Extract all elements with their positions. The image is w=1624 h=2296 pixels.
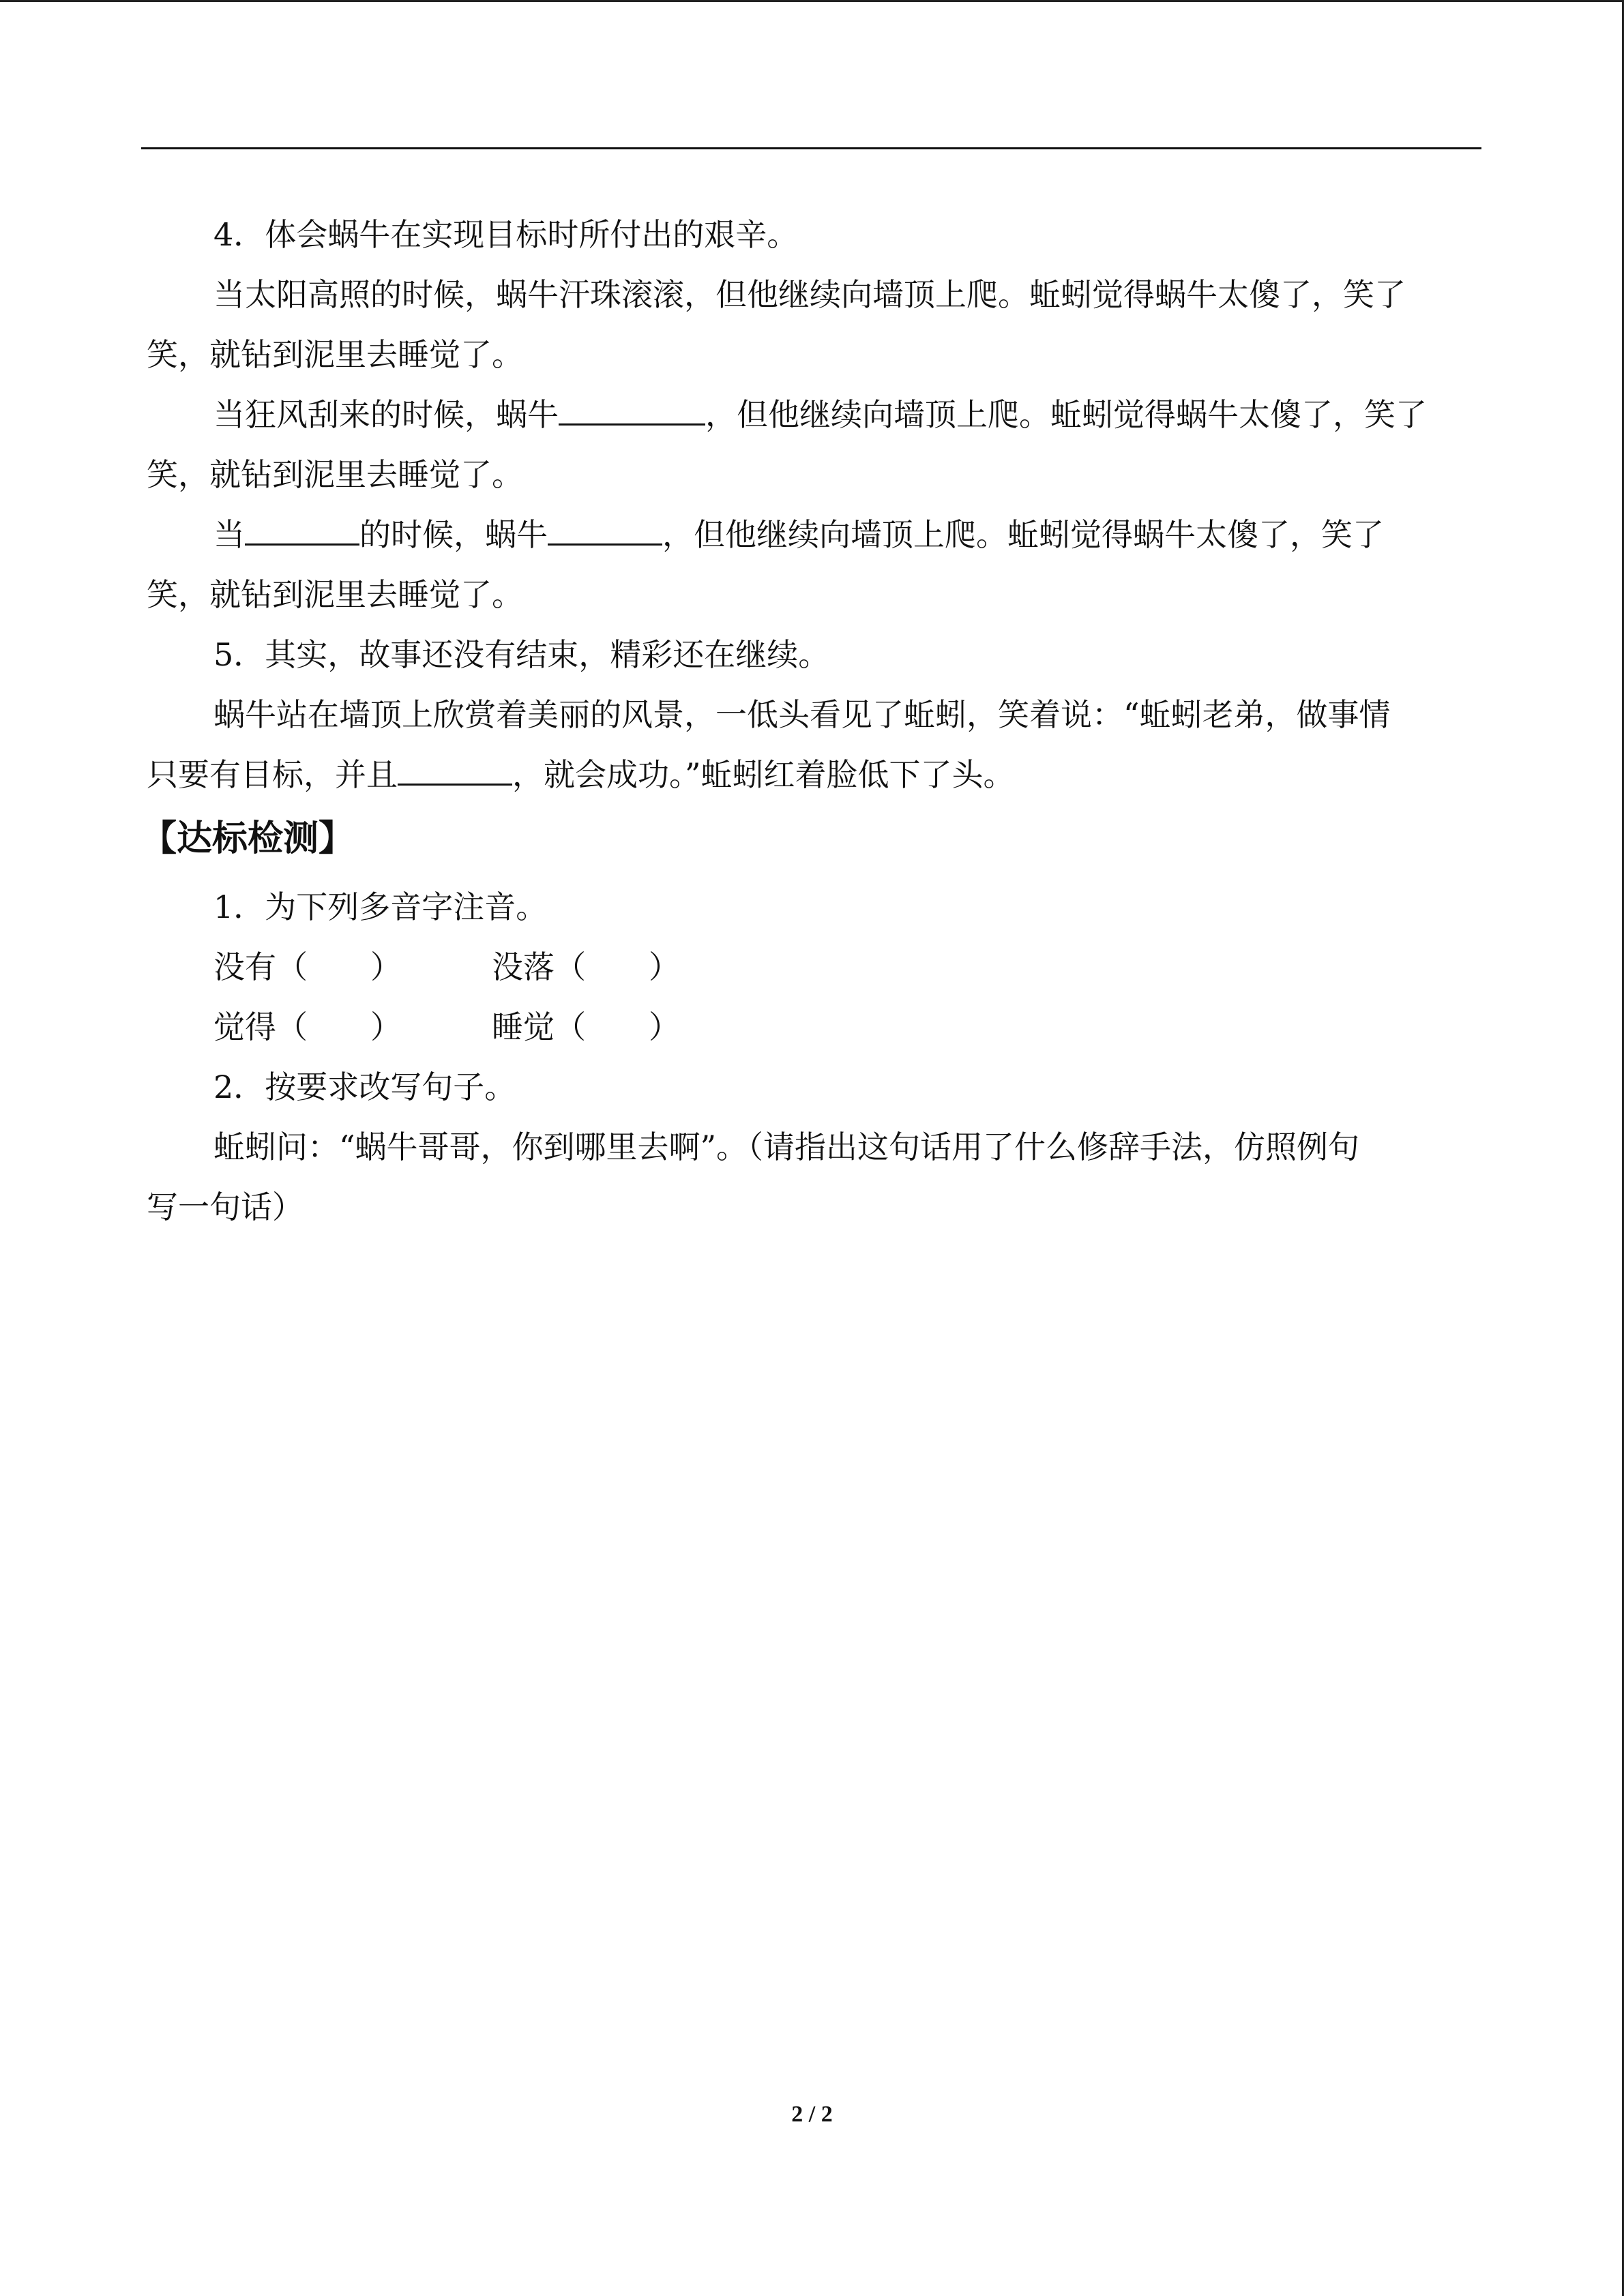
section4-p2-text-a: 当狂风刮来的时候，蜗牛	[213, 396, 559, 433]
pinyin-row-2	[147, 997, 1477, 1057]
section4-p2-text-b: ，但他继续向墙顶上爬。蚯蚓觉得蜗牛太傻了，笑了	[705, 396, 1427, 433]
section5-p1-line2	[147, 745, 1477, 805]
pinyin-item-meiyou[interactable]: 没有（ ）	[213, 949, 402, 985]
section4-p3-text-a: 当	[213, 516, 245, 553]
section4-p1-line1: 当太阳高照的时候，蜗牛汗珠滚滚，但他继续向墙顶上爬。蚯蚓觉得蜗牛太傻了，笑了	[213, 276, 1406, 313]
section4-p1-line2: 笑，就钻到泥里去睡觉了。	[147, 336, 523, 373]
pinyin-item-shuijiao[interactable]: 睡觉（ ）	[492, 1009, 680, 1045]
worksheet-content	[141, 205, 1477, 1237]
section4-p2-line2: 笑，就钻到泥里去睡觉了。	[147, 456, 523, 493]
question-2-line2: 写一句话）	[147, 1189, 304, 1225]
section4-p3-text-b: 的时候，蜗牛	[359, 516, 548, 553]
header-rule	[141, 147, 1481, 149]
fill-blank-snail-wind[interactable]	[559, 393, 705, 426]
section4-p2-line1	[147, 385, 1477, 445]
page-number: 2 / 2	[791, 2102, 833, 2127]
section5-title: 5．其实，故事还没有结束，精彩还在继续。	[213, 636, 830, 673]
fill-blank-weather[interactable]	[245, 513, 359, 546]
pinyin-item-juede[interactable]: 觉得（ ）	[213, 1009, 402, 1045]
pinyin-item-moluo[interactable]: 没落（ ）	[492, 949, 680, 985]
question-2-line1: 蚯蚓问：“蜗牛哥哥，你到哪里去啊”。（请指出这句话用了什么修辞手法，仿照例句	[213, 1129, 1360, 1165]
section5-text-b: ，就会成功。”蚯蚓红着脸低下了头。	[512, 756, 1015, 793]
section4-p3-line2: 笑，就钻到泥里去睡觉了。	[147, 576, 523, 613]
assessment-heading: 【达标检测】	[141, 818, 355, 859]
pinyin-row-1	[147, 937, 1477, 997]
fill-blank-persistence[interactable]	[398, 754, 512, 786]
fill-blank-snail-state[interactable]	[548, 513, 662, 546]
question-1-title: 1．为下列多音字注音。	[213, 889, 548, 925]
section5-p1-line1: 蜗牛站在墙顶上欣赏着美丽的风景，一低头看见了蚯蚓，笑着说：“蚯蚓老弟，做事情	[213, 696, 1391, 733]
question-2-title: 2．按要求改写句子。	[213, 1069, 516, 1105]
page-top-border	[0, 0, 1624, 2]
section4-title: 4．体会蜗牛在实现目标时所付出的艰辛。	[213, 216, 799, 253]
section4-p3-text-c: ，但他继续向墙顶上爬。蚯蚓觉得蜗牛太傻了，笑了	[662, 516, 1384, 553]
section5-text-a: 只要有目标，并且	[147, 756, 398, 793]
section4-p3-line1	[147, 505, 1477, 565]
